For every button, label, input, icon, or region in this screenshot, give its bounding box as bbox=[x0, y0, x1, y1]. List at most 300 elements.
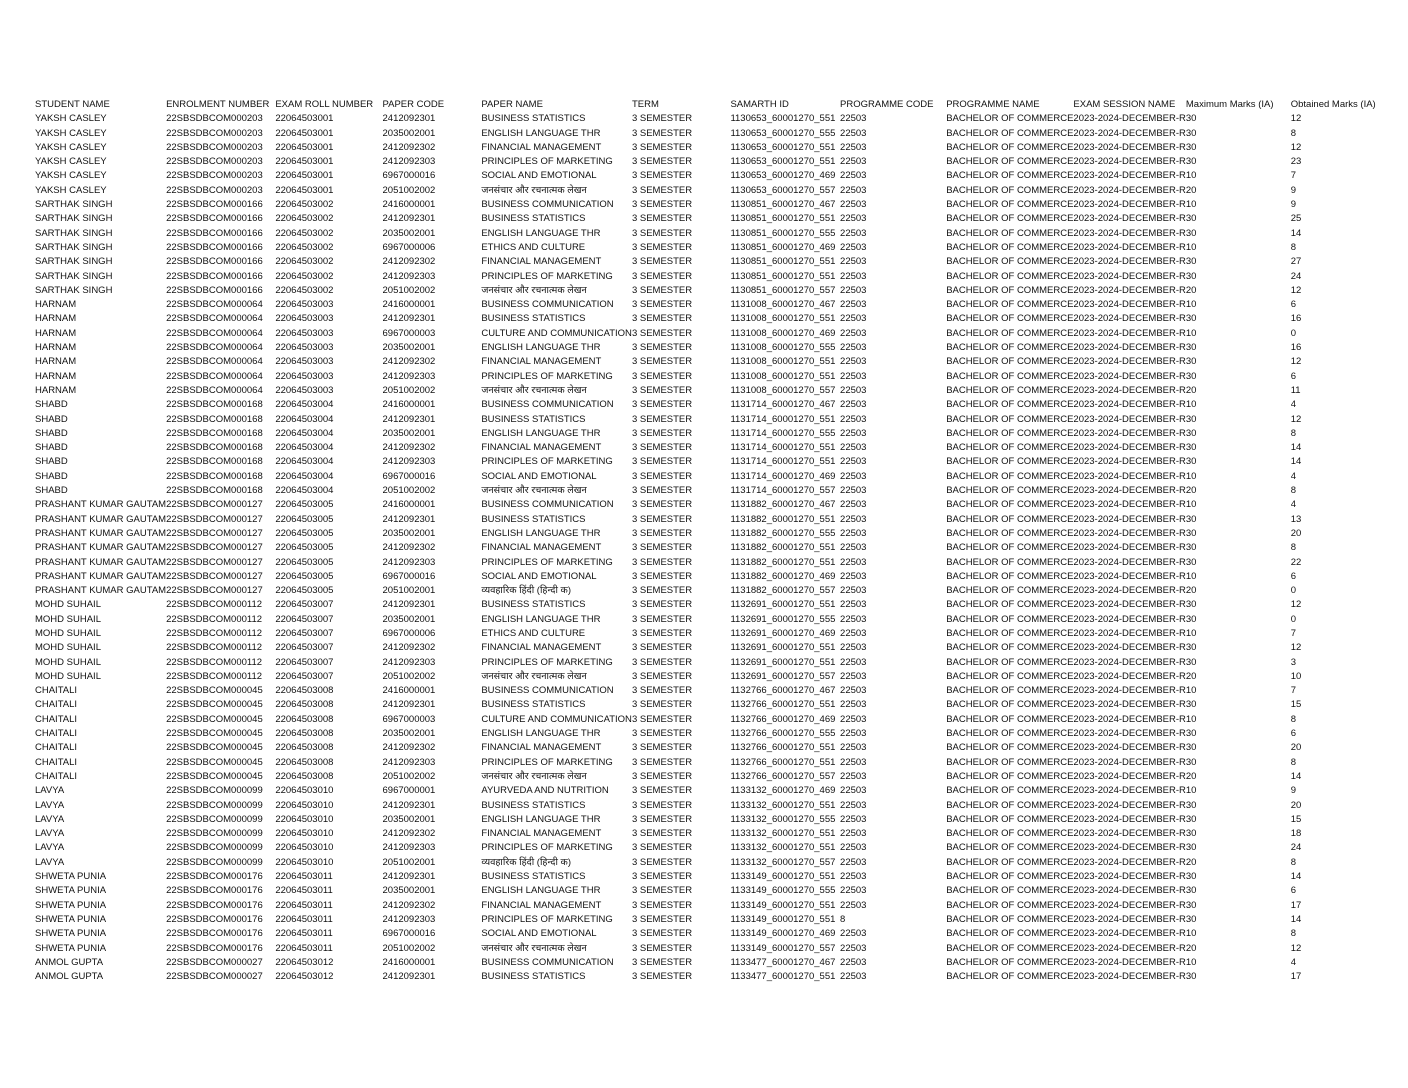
cell-enrolment-number: 22SBSDBCOM000203 bbox=[166, 113, 263, 125]
cell-student-name: CHAITALI bbox=[35, 742, 78, 754]
cell-programme-name: BACHELOR OF COMMERCE bbox=[946, 599, 1074, 611]
cell-maximum-marks: 30 bbox=[1185, 799, 1197, 811]
cell-student-name: SARTHAK SINGH bbox=[35, 199, 113, 211]
cell-samarth-id: 1130653_60001270_551 bbox=[730, 113, 836, 125]
cell-exam-session-name: 2023-2024-DECEMBER-R bbox=[1073, 599, 1186, 611]
cell-term: 3 SEMESTER bbox=[631, 127, 693, 139]
cell-paper-name: BUSINESS STATISTICS bbox=[481, 699, 586, 711]
cell-maximum-marks: 30 bbox=[1185, 871, 1197, 883]
cell-obtained-marks: 0 bbox=[1290, 585, 1297, 597]
cell-term: 3 SEMESTER bbox=[631, 742, 693, 754]
cell-exam-session-name: 2023-2024-DECEMBER-R bbox=[1073, 756, 1186, 768]
cell-exam-roll-number: 22064503002 bbox=[275, 199, 334, 211]
cell-obtained-marks: 20 bbox=[1290, 799, 1302, 811]
cell-programme-name: BACHELOR OF COMMERCE bbox=[946, 342, 1074, 354]
cell-obtained-marks: 12 bbox=[1290, 413, 1302, 425]
cell-exam-roll-number: 22064503010 bbox=[275, 799, 334, 811]
cell-paper-code: 2412092301 bbox=[382, 113, 436, 125]
cell-enrolment-number: 22SBSDBCOM000112 bbox=[166, 642, 263, 654]
table-row bbox=[35, 799, 1395, 813]
cell-programme-code: 22503 bbox=[840, 885, 867, 897]
cell-enrolment-number: 22SBSDBCOM000203 bbox=[166, 184, 263, 196]
cell-term: 3 SEMESTER bbox=[631, 456, 693, 468]
cell-samarth-id: 1131882_60001270_551 bbox=[730, 513, 836, 525]
table-row bbox=[35, 870, 1395, 884]
cell-paper-code: 2035002001 bbox=[382, 613, 436, 625]
cell-student-name: HARNAM bbox=[35, 384, 77, 396]
cell-term: 3 SEMESTER bbox=[631, 284, 693, 296]
cell-student-name: SHWETA PUNIA bbox=[35, 928, 107, 940]
cell-exam-session-name: 2023-2024-DECEMBER-R bbox=[1073, 613, 1186, 625]
table-row bbox=[35, 584, 1395, 598]
cell-samarth-id: 1130851_60001270_555 bbox=[730, 227, 836, 239]
cell-student-name: HARNAM bbox=[35, 327, 77, 339]
cell-paper-name: ENGLISH LANGUAGE THR bbox=[481, 527, 601, 539]
cell-samarth-id: 1132691_60001270_551 bbox=[730, 642, 836, 654]
cell-exam-session-name: 2023-2024-DECEMBER-R bbox=[1073, 513, 1186, 525]
cell-programme-name: BACHELOR OF COMMERCE bbox=[946, 656, 1074, 668]
cell-obtained-marks: 12 bbox=[1290, 284, 1302, 296]
cell-student-name: YAKSH CASLEY bbox=[35, 170, 107, 182]
cell-maximum-marks: 30 bbox=[1185, 642, 1197, 654]
cell-exam-session-name: 2023-2024-DECEMBER-R bbox=[1073, 785, 1186, 797]
cell-obtained-marks: 6 bbox=[1290, 728, 1297, 740]
cell-student-name: YAKSH CASLEY bbox=[35, 127, 107, 139]
cell-samarth-id: 1133132_60001270_551 bbox=[730, 799, 836, 811]
cell-obtained-marks: 0 bbox=[1290, 327, 1297, 339]
cell-programme-code: 22503 bbox=[840, 585, 867, 597]
cell-student-name: SARTHAK SINGH bbox=[35, 241, 113, 253]
cell-maximum-marks: 30 bbox=[1185, 699, 1197, 711]
cell-exam-roll-number: 22064503011 bbox=[275, 871, 333, 883]
table-row bbox=[35, 355, 1395, 369]
cell-programme-code: 22503 bbox=[840, 499, 867, 511]
cell-enrolment-number: 22SBSDBCOM000127 bbox=[166, 585, 263, 597]
cell-exam-roll-number: 22064503002 bbox=[275, 213, 334, 225]
cell-programme-name: BACHELOR OF COMMERCE bbox=[946, 399, 1074, 411]
table-row bbox=[35, 970, 1395, 984]
cell-programme-code: 22503 bbox=[840, 327, 867, 339]
cell-obtained-marks: 8 bbox=[1290, 713, 1297, 725]
cell-student-name: MOHD SUHAIL bbox=[35, 599, 101, 611]
cell-samarth-id: 1130653_60001270_469 bbox=[730, 170, 836, 182]
table-row bbox=[35, 770, 1395, 784]
cell-samarth-id: 1132691_60001270_469 bbox=[730, 627, 836, 639]
cell-programme-code: 22503 bbox=[840, 785, 867, 797]
table-row bbox=[35, 570, 1395, 584]
cell-enrolment-number: 22SBSDBCOM000166 bbox=[166, 256, 263, 268]
cell-programme-code: 22503 bbox=[840, 599, 867, 611]
cell-samarth-id: 1133149_60001270_469 bbox=[730, 928, 836, 940]
cell-programme-code: 22503 bbox=[840, 384, 867, 396]
cell-obtained-marks: 9 bbox=[1290, 199, 1297, 211]
cell-student-name: SHABD bbox=[35, 399, 68, 411]
table-row bbox=[35, 298, 1395, 312]
cell-programme-name: BACHELOR OF COMMERCE bbox=[946, 742, 1074, 754]
cell-paper-name: FINANCIAL MANAGEMENT bbox=[481, 828, 602, 840]
cell-programme-name: BACHELOR OF COMMERCE bbox=[946, 542, 1074, 554]
cell-exam-session-name: 2023-2024-DECEMBER-R bbox=[1073, 670, 1186, 682]
table-row bbox=[35, 527, 1395, 541]
cell-exam-session-name: 2023-2024-DECEMBER-R bbox=[1073, 284, 1186, 296]
cell-samarth-id: 1133132_60001270_555 bbox=[730, 813, 836, 825]
cell-paper-code: 2412092302 bbox=[382, 256, 436, 268]
cell-exam-roll-number: 22064503003 bbox=[275, 327, 334, 339]
cell-maximum-marks: 30 bbox=[1185, 656, 1197, 668]
cell-programme-name: BACHELOR OF COMMERCE bbox=[946, 470, 1074, 482]
cell-exam-session-name: 2023-2024-DECEMBER-R bbox=[1073, 313, 1186, 325]
table-row bbox=[35, 441, 1395, 455]
cell-exam-roll-number: 22064503003 bbox=[275, 299, 334, 311]
cell-paper-name: BUSINESS COMMUNICATION bbox=[481, 199, 614, 211]
cell-exam-roll-number: 22064503005 bbox=[275, 542, 334, 554]
cell-programme-name: BACHELOR OF COMMERCE bbox=[946, 384, 1074, 396]
cell-exam-session-name: 2023-2024-DECEMBER-R bbox=[1073, 327, 1186, 339]
header-enrolment-number: ENROLMENT NUMBER bbox=[166, 99, 270, 110]
cell-programme-code: 22503 bbox=[840, 627, 867, 639]
cell-programme-name: BACHELOR OF COMMERCE bbox=[946, 284, 1074, 296]
cell-paper-code: 2051002002 bbox=[382, 485, 436, 497]
cell-enrolment-number: 22SBSDBCOM000099 bbox=[166, 828, 263, 840]
cell-paper-code: 2416000001 bbox=[382, 199, 436, 211]
cell-maximum-marks: 30 bbox=[1185, 442, 1197, 454]
cell-programme-name: BACHELOR OF COMMERCE bbox=[946, 828, 1074, 840]
cell-maximum-marks: 30 bbox=[1185, 413, 1197, 425]
cell-enrolment-number: 22SBSDBCOM000045 bbox=[166, 728, 263, 740]
cell-obtained-marks: 20 bbox=[1290, 742, 1302, 754]
cell-student-name: MOHD SUHAIL bbox=[35, 627, 101, 639]
cell-exam-session-name: 2023-2024-DECEMBER-R bbox=[1073, 427, 1186, 439]
table-row bbox=[35, 169, 1395, 183]
cell-programme-code: 22503 bbox=[840, 642, 867, 654]
cell-paper-name: FINANCIAL MANAGEMENT bbox=[481, 356, 602, 368]
cell-maximum-marks: 20 bbox=[1185, 770, 1197, 782]
cell-paper-code: 6967000016 bbox=[382, 570, 436, 582]
cell-maximum-marks: 10 bbox=[1185, 241, 1197, 253]
cell-exam-roll-number: 22064503011 bbox=[275, 928, 333, 940]
cell-samarth-id: 1132766_60001270_551 bbox=[730, 699, 836, 711]
cell-paper-code: 2412092302 bbox=[382, 742, 436, 754]
cell-obtained-marks: 12 bbox=[1290, 356, 1302, 368]
cell-programme-code: 22503 bbox=[840, 127, 867, 139]
cell-obtained-marks: 24 bbox=[1290, 270, 1302, 282]
cell-enrolment-number: 22SBSDBCOM000064 bbox=[166, 327, 263, 339]
cell-maximum-marks: 30 bbox=[1185, 913, 1197, 925]
cell-programme-code: 22503 bbox=[840, 756, 867, 768]
cell-exam-roll-number: 22064503010 bbox=[275, 813, 334, 825]
cell-obtained-marks: 12 bbox=[1290, 642, 1302, 654]
cell-programme-code: 22503 bbox=[840, 513, 867, 525]
cell-paper-name: BUSINESS STATISTICS bbox=[481, 799, 586, 811]
cell-term: 3 SEMESTER bbox=[631, 942, 693, 954]
table-row bbox=[35, 641, 1395, 655]
cell-obtained-marks: 14 bbox=[1290, 227, 1302, 239]
cell-enrolment-number: 22SBSDBCOM000203 bbox=[166, 156, 263, 168]
cell-term: 3 SEMESTER bbox=[631, 241, 693, 253]
cell-programme-code: 22503 bbox=[840, 399, 867, 411]
cell-enrolment-number: 22SBSDBCOM000027 bbox=[166, 971, 263, 983]
cell-programme-code: 22503 bbox=[840, 942, 867, 954]
cell-exam-session-name: 2023-2024-DECEMBER-R bbox=[1073, 856, 1186, 868]
cell-exam-session-name: 2023-2024-DECEMBER-R bbox=[1073, 470, 1186, 482]
cell-exam-roll-number: 22064503005 bbox=[275, 570, 334, 582]
cell-programme-code: 22503 bbox=[840, 728, 867, 740]
cell-programme-code: 22503 bbox=[840, 456, 867, 468]
cell-paper-code: 2416000001 bbox=[382, 299, 436, 311]
cell-programme-code: 22503 bbox=[840, 871, 867, 883]
cell-term: 3 SEMESTER bbox=[631, 842, 693, 854]
cell-exam-roll-number: 22064503008 bbox=[275, 770, 334, 782]
cell-exam-session-name: 2023-2024-DECEMBER-R bbox=[1073, 842, 1186, 854]
cell-programme-name: BACHELOR OF COMMERCE bbox=[946, 699, 1074, 711]
cell-paper-name: ETHICS AND CULTURE bbox=[481, 627, 586, 639]
cell-programme-code: 22503 bbox=[840, 770, 867, 782]
cell-maximum-marks: 10 bbox=[1185, 627, 1197, 639]
cell-exam-session-name: 2023-2024-DECEMBER-R bbox=[1073, 384, 1186, 396]
cell-programme-name: BACHELOR OF COMMERCE bbox=[946, 971, 1074, 983]
cell-obtained-marks: 18 bbox=[1290, 828, 1302, 840]
cell-exam-session-name: 2023-2024-DECEMBER-R bbox=[1073, 127, 1186, 139]
cell-paper-name: FINANCIAL MANAGEMENT bbox=[481, 742, 602, 754]
cell-programme-code: 22503 bbox=[840, 856, 867, 868]
cell-maximum-marks: 20 bbox=[1185, 284, 1197, 296]
table-row bbox=[35, 327, 1395, 341]
cell-paper-name: ENGLISH LANGUAGE THR bbox=[481, 813, 601, 825]
cell-programme-code: 22503 bbox=[840, 527, 867, 539]
cell-paper-code: 2412092303 bbox=[382, 913, 436, 925]
cell-student-name: YAKSH CASLEY bbox=[35, 141, 107, 153]
cell-programme-code: 22503 bbox=[840, 141, 867, 153]
cell-programme-code: 22503 bbox=[840, 284, 867, 296]
cell-term: 3 SEMESTER bbox=[631, 928, 693, 940]
cell-paper-name: FINANCIAL MANAGEMENT bbox=[481, 642, 602, 654]
cell-term: 3 SEMESTER bbox=[631, 270, 693, 282]
cell-exam-roll-number: 22064503007 bbox=[275, 613, 334, 625]
cell-samarth-id: 1132766_60001270_551 bbox=[730, 742, 836, 754]
header-exam-session-name: EXAM SESSION NAME bbox=[1073, 99, 1176, 110]
cell-maximum-marks: 30 bbox=[1185, 813, 1197, 825]
cell-programme-code: 22503 bbox=[840, 742, 867, 754]
cell-term: 3 SEMESTER bbox=[631, 885, 693, 897]
cell-exam-roll-number: 22064503002 bbox=[275, 241, 334, 253]
cell-student-name: HARNAM bbox=[35, 299, 77, 311]
cell-maximum-marks: 10 bbox=[1185, 299, 1197, 311]
cell-exam-roll-number: 22064503008 bbox=[275, 713, 334, 725]
table-row bbox=[35, 312, 1395, 326]
cell-maximum-marks: 30 bbox=[1185, 556, 1197, 568]
cell-paper-code: 2416000001 bbox=[382, 956, 436, 968]
cell-term: 3 SEMESTER bbox=[631, 141, 693, 153]
cell-exam-roll-number: 22064503008 bbox=[275, 742, 334, 754]
cell-student-name: ANMOL GUPTA bbox=[35, 956, 104, 968]
table-row bbox=[35, 398, 1395, 412]
cell-exam-session-name: 2023-2024-DECEMBER-R bbox=[1073, 828, 1186, 840]
cell-exam-session-name: 2023-2024-DECEMBER-R bbox=[1073, 971, 1186, 983]
cell-exam-session-name: 2023-2024-DECEMBER-R bbox=[1073, 627, 1186, 639]
cell-student-name: PRASHANT KUMAR GAUTAM bbox=[35, 513, 167, 525]
cell-exam-roll-number: 22064503008 bbox=[275, 756, 334, 768]
cell-programme-code: 22503 bbox=[840, 485, 867, 497]
cell-exam-roll-number: 22064503005 bbox=[275, 513, 334, 525]
cell-exam-session-name: 2023-2024-DECEMBER-R bbox=[1073, 199, 1186, 211]
cell-programme-name: BACHELOR OF COMMERCE bbox=[946, 413, 1074, 425]
cell-programme-code: 22503 bbox=[840, 813, 867, 825]
table-row bbox=[35, 613, 1395, 627]
cell-samarth-id: 1131882_60001270_469 bbox=[730, 570, 836, 582]
cell-enrolment-number: 22SBSDBCOM000176 bbox=[166, 942, 263, 954]
cell-programme-code: 22503 bbox=[840, 241, 867, 253]
cell-paper-name: ENGLISH LANGUAGE THR bbox=[481, 342, 601, 354]
cell-obtained-marks: 7 bbox=[1290, 170, 1297, 182]
cell-paper-name: PRINCIPLES OF MARKETING bbox=[481, 270, 613, 282]
cell-paper-code: 6967000001 bbox=[382, 785, 436, 797]
header-paper-code: PAPER CODE bbox=[382, 99, 445, 110]
cell-programme-code: 22503 bbox=[840, 656, 867, 668]
cell-paper-name: जनसंचार और रचनात्मक लेखन bbox=[481, 384, 587, 396]
cell-exam-roll-number: 22064503004 bbox=[275, 442, 334, 454]
cell-enrolment-number: 22SBSDBCOM000168 bbox=[166, 470, 263, 482]
cell-samarth-id: 1130851_60001270_557 bbox=[730, 284, 836, 296]
cell-samarth-id: 1133132_60001270_469 bbox=[730, 785, 836, 797]
cell-exam-session-name: 2023-2024-DECEMBER-R bbox=[1073, 256, 1186, 268]
cell-term: 3 SEMESTER bbox=[631, 899, 693, 911]
cell-paper-name: PRINCIPLES OF MARKETING bbox=[481, 842, 613, 854]
cell-enrolment-number: 22SBSDBCOM000064 bbox=[166, 342, 263, 354]
cell-maximum-marks: 20 bbox=[1185, 184, 1197, 196]
cell-exam-roll-number: 22064503003 bbox=[275, 356, 334, 368]
cell-samarth-id: 1132691_60001270_557 bbox=[730, 670, 836, 682]
cell-paper-code: 2035002001 bbox=[382, 342, 436, 354]
cell-term: 3 SEMESTER bbox=[631, 299, 693, 311]
cell-samarth-id: 1131714_60001270_551 bbox=[730, 413, 836, 425]
cell-samarth-id: 1130653_60001270_551 bbox=[730, 141, 836, 153]
table-row bbox=[35, 727, 1395, 741]
cell-enrolment-number: 22SBSDBCOM000168 bbox=[166, 413, 263, 425]
cell-enrolment-number: 22SBSDBCOM000045 bbox=[166, 699, 263, 711]
cell-maximum-marks: 10 bbox=[1185, 470, 1197, 482]
table-row bbox=[35, 942, 1395, 956]
cell-enrolment-number: 22SBSDBCOM000099 bbox=[166, 813, 263, 825]
cell-exam-session-name: 2023-2024-DECEMBER-R bbox=[1073, 871, 1186, 883]
cell-maximum-marks: 10 bbox=[1185, 956, 1197, 968]
cell-maximum-marks: 20 bbox=[1185, 384, 1197, 396]
cell-programme-name: BACHELOR OF COMMERCE bbox=[946, 899, 1074, 911]
table-row bbox=[35, 670, 1395, 684]
cell-paper-name: BUSINESS COMMUNICATION bbox=[481, 499, 614, 511]
cell-exam-session-name: 2023-2024-DECEMBER-R bbox=[1073, 527, 1186, 539]
cell-samarth-id: 1130851_60001270_467 bbox=[730, 199, 836, 211]
cell-obtained-marks: 7 bbox=[1290, 685, 1297, 697]
cell-obtained-marks: 16 bbox=[1290, 313, 1302, 325]
cell-paper-name: FINANCIAL MANAGEMENT bbox=[481, 899, 602, 911]
cell-enrolment-number: 22SBSDBCOM000045 bbox=[166, 756, 263, 768]
cell-obtained-marks: 20 bbox=[1290, 527, 1302, 539]
cell-term: 3 SEMESTER bbox=[631, 756, 693, 768]
cell-exam-session-name: 2023-2024-DECEMBER-R bbox=[1073, 699, 1186, 711]
cell-enrolment-number: 22SBSDBCOM000064 bbox=[166, 313, 263, 325]
cell-enrolment-number: 22SBSDBCOM000127 bbox=[166, 556, 263, 568]
cell-paper-name: BUSINESS STATISTICS bbox=[481, 971, 586, 983]
cell-paper-code: 6967000006 bbox=[382, 241, 436, 253]
cell-samarth-id: 1131882_60001270_551 bbox=[730, 542, 836, 554]
cell-obtained-marks: 15 bbox=[1290, 813, 1302, 825]
cell-exam-roll-number: 22064503011 bbox=[275, 885, 333, 897]
cell-samarth-id: 1132691_60001270_551 bbox=[730, 656, 836, 668]
cell-samarth-id: 1133132_60001270_551 bbox=[730, 842, 836, 854]
cell-enrolment-number: 22SBSDBCOM000176 bbox=[166, 885, 263, 897]
cell-exam-session-name: 2023-2024-DECEMBER-R bbox=[1073, 542, 1186, 554]
cell-enrolment-number: 22SBSDBCOM000112 bbox=[166, 599, 263, 611]
table-row bbox=[35, 756, 1395, 770]
cell-term: 3 SEMESTER bbox=[631, 499, 693, 511]
cell-paper-name: जनसंचार और रचनात्मक लेखन bbox=[481, 485, 587, 497]
table-row bbox=[35, 141, 1395, 155]
cell-paper-code: 6967000003 bbox=[382, 327, 436, 339]
cell-paper-name: PRINCIPLES OF MARKETING bbox=[481, 370, 613, 382]
cell-paper-code: 2412092301 bbox=[382, 871, 436, 883]
cell-paper-name: SOCIAL AND EMOTIONAL bbox=[481, 570, 597, 582]
cell-exam-roll-number: 22064503002 bbox=[275, 270, 334, 282]
cell-paper-code: 2412092301 bbox=[382, 971, 436, 983]
cell-paper-name: CULTURE AND COMMUNICATION bbox=[481, 327, 632, 339]
cell-programme-code: 22503 bbox=[840, 971, 867, 983]
cell-paper-code: 2412092302 bbox=[382, 356, 436, 368]
cell-samarth-id: 1133149_60001270_551 bbox=[730, 899, 836, 911]
cell-samarth-id: 1130851_60001270_551 bbox=[730, 213, 836, 225]
cell-paper-code: 2412092303 bbox=[382, 370, 436, 382]
cell-programme-name: BACHELOR OF COMMERCE bbox=[946, 556, 1074, 568]
table-row bbox=[35, 741, 1395, 755]
cell-obtained-marks: 8 bbox=[1290, 127, 1297, 139]
cell-programme-name: BACHELOR OF COMMERCE bbox=[946, 570, 1074, 582]
cell-term: 3 SEMESTER bbox=[631, 713, 693, 725]
cell-student-name: SHABD bbox=[35, 442, 68, 454]
cell-student-name: YAKSH CASLEY bbox=[35, 113, 107, 125]
cell-obtained-marks: 4 bbox=[1290, 956, 1297, 968]
cell-paper-name: ENGLISH LANGUAGE THR bbox=[481, 728, 601, 740]
cell-exam-session-name: 2023-2024-DECEMBER-R bbox=[1073, 885, 1186, 897]
cell-enrolment-number: 22SBSDBCOM000166 bbox=[166, 199, 263, 211]
cell-student-name: SARTHAK SINGH bbox=[35, 284, 113, 296]
cell-obtained-marks: 8 bbox=[1290, 485, 1297, 497]
cell-student-name: CHAITALI bbox=[35, 685, 78, 697]
cell-maximum-marks: 10 bbox=[1185, 570, 1197, 582]
cell-paper-name: BUSINESS STATISTICS bbox=[481, 513, 586, 525]
cell-programme-name: BACHELOR OF COMMERCE bbox=[946, 356, 1074, 368]
cell-maximum-marks: 30 bbox=[1185, 141, 1197, 153]
cell-paper-code: 2051002001 bbox=[382, 856, 436, 868]
table-row bbox=[35, 470, 1395, 484]
cell-term: 3 SEMESTER bbox=[631, 184, 693, 196]
cell-obtained-marks: 8 bbox=[1290, 856, 1297, 868]
cell-obtained-marks: 27 bbox=[1290, 256, 1302, 268]
cell-samarth-id: 1131008_60001270_551 bbox=[730, 370, 836, 382]
cell-maximum-marks: 10 bbox=[1185, 170, 1197, 182]
cell-programme-name: BACHELOR OF COMMERCE bbox=[946, 585, 1074, 597]
cell-exam-roll-number: 22064503008 bbox=[275, 685, 334, 697]
cell-student-name: SHWETA PUNIA bbox=[35, 913, 107, 925]
cell-maximum-marks: 30 bbox=[1185, 599, 1197, 611]
cell-maximum-marks: 30 bbox=[1185, 370, 1197, 382]
cell-programme-name: BACHELOR OF COMMERCE bbox=[946, 184, 1074, 196]
cell-programme-code: 22503 bbox=[840, 713, 867, 725]
cell-samarth-id: 1132691_60001270_555 bbox=[730, 613, 836, 625]
cell-term: 3 SEMESTER bbox=[631, 799, 693, 811]
cell-programme-code: 22503 bbox=[840, 828, 867, 840]
cell-enrolment-number: 22SBSDBCOM000127 bbox=[166, 542, 263, 554]
cell-programme-code: 22503 bbox=[840, 356, 867, 368]
cell-enrolment-number: 22SBSDBCOM000166 bbox=[166, 270, 263, 282]
